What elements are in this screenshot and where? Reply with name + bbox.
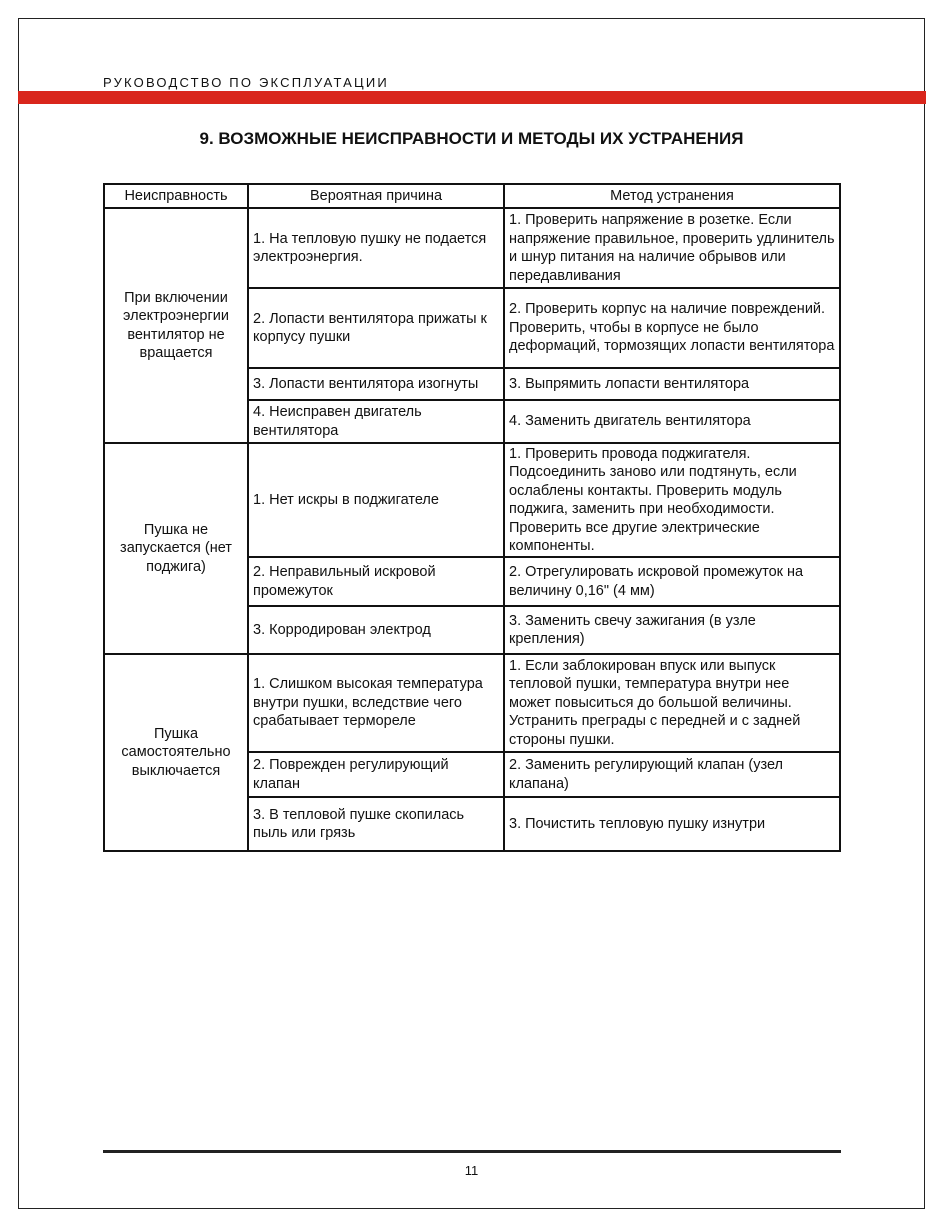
cause-cell: 2. Неправильный искровой промежуток — [248, 557, 504, 606]
cause-cell: 3. Лопасти вентилятора изогнуты — [248, 368, 504, 400]
column-header: Неисправность — [104, 184, 248, 208]
cause-cell: 4. Неисправен двигатель вентилятора — [248, 400, 504, 443]
table-row — [104, 654, 840, 752]
remedy-cell: 1. Проверить провода поджигателя. Подсоединить заново или подтянуть, если ослаблены контакты. Проверить модуль поджига, заменить при необходимости. Проверить все другие электрические компоненты. — [504, 443, 840, 557]
fault-cell: Пушка самостоятельно выключается — [104, 654, 248, 851]
table-header-row — [104, 184, 840, 208]
remedy-cell: 3. Почистить тепловую пушку изнутри — [504, 797, 840, 851]
table-row — [104, 443, 840, 557]
remedy-cell: 4. Заменить двигатель вентилятора — [504, 400, 840, 443]
header-red-bar — [18, 91, 926, 104]
fault-cell: Пушка не запускается (нет поджига) — [104, 443, 248, 654]
cause-cell: 1. Слишком высокая температура внутри пушки, вследствие чего срабатывает термореле — [248, 654, 504, 752]
cause-cell: 2. Поврежден регулирующий клапан — [248, 752, 504, 797]
running-header: РУКОВОДСТВО ПО ЭКСПЛУАТАЦИИ — [103, 75, 389, 90]
remedy-cell: 3. Заменить свечу зажигания (в узле крепления) — [504, 606, 840, 654]
remedy-cell: 3. Выпрямить лопасти вентилятора — [504, 368, 840, 400]
cause-cell: 2. Лопасти вентилятора прижаты к корпусу пушки — [248, 288, 504, 368]
cause-cell: 3. В тепловой пушке скопилась пыль или грязь — [248, 797, 504, 851]
column-header: Метод устранения — [504, 184, 840, 208]
footer-rule — [103, 1150, 841, 1153]
column-header: Вероятная причина — [248, 184, 504, 208]
remedy-cell: 2. Проверить корпус на наличие повреждений. Проверить, чтобы в корпусе не было деформаций, тормозящих лопасти вентилятора — [504, 288, 840, 368]
section-title: 9. ВОЗМОЖНЫЕ НЕИСПРАВНОСТИ И МЕТОДЫ ИХ УСТРАНЕНИЯ — [199, 129, 744, 148]
cause-cell: 1. На тепловую пушку не подается электроэнергия. — [248, 208, 504, 288]
remedy-cell: 1. Проверить напряжение в розетке. Если напряжение правильное, проверить удлинитель и шнур питания на наличие обрывов или передавливания — [504, 208, 840, 288]
cause-cell: 1. Нет искры в поджигателе — [248, 443, 504, 557]
remedy-cell: 2. Отрегулировать искровой промежуток на величину 0,16" (4 мм) — [504, 557, 840, 606]
page-number: 11 — [464, 1163, 479, 1178]
troubleshooting-table — [103, 183, 841, 852]
fault-cell: При включении электроэнергии вентилятор не вращается — [104, 208, 248, 443]
remedy-cell: 2. Заменить регулирующий клапан (узел клапана) — [504, 752, 840, 797]
table-row — [104, 208, 840, 288]
cause-cell: 3. Корродирован электрод — [248, 606, 504, 654]
remedy-cell: 1. Если заблокирован впуск или выпуск тепловой пушки, температура внутри нее может повыситься до большой величины. Устранить преграды с передней и с задней стороны пушки. — [504, 654, 840, 752]
